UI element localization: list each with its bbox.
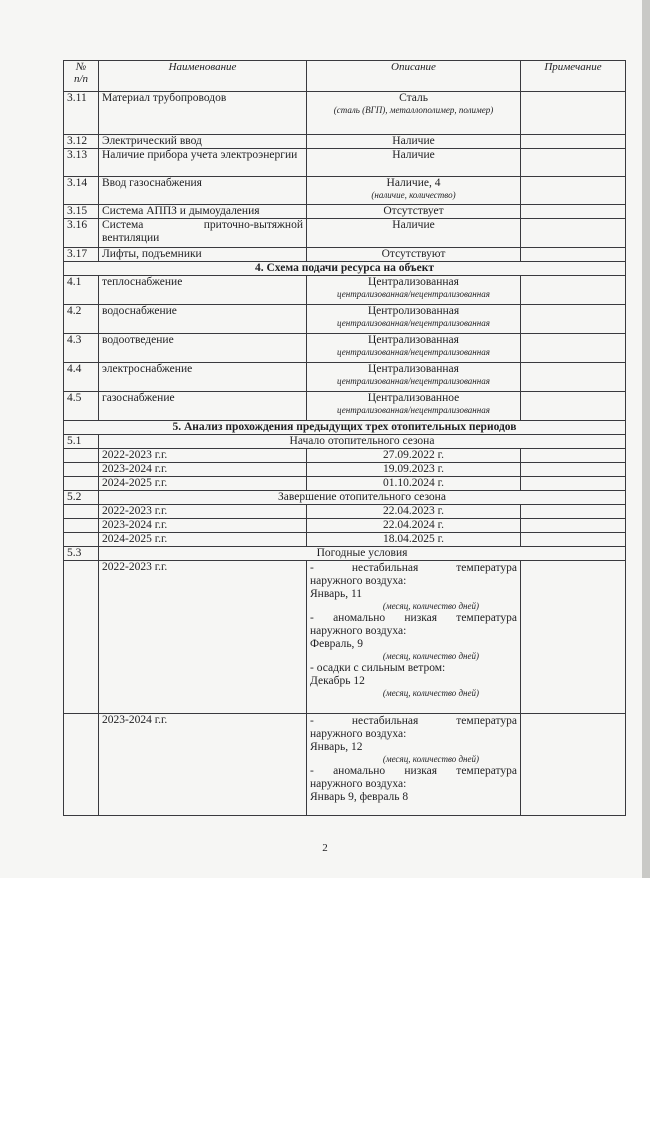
- table-row: [64, 248, 626, 262]
- row-num: 4.4: [64, 363, 99, 392]
- row-note: [521, 92, 626, 135]
- row-note: [521, 519, 626, 533]
- weather-line: - нестабильная температура: [310, 562, 517, 574]
- row-period: 2024-2025 г.г.: [99, 477, 307, 491]
- row-note: [521, 505, 626, 519]
- table-row: [64, 205, 626, 219]
- weather-value: Январь 9, февраль 8: [310, 791, 409, 803]
- row-value: Центролизованная: [367, 305, 460, 317]
- row-desc: [307, 334, 521, 363]
- table-row: [64, 305, 626, 334]
- row-num: [64, 714, 99, 816]
- weather-line: - аномально низкая температура: [310, 612, 517, 624]
- row-num: 5.3: [64, 547, 99, 561]
- weather-desc: [307, 714, 521, 816]
- row-num: [64, 477, 99, 491]
- header-desc: Описание: [307, 61, 521, 92]
- weather-line: наружного воздуха:: [310, 625, 407, 637]
- row-note: [521, 392, 626, 421]
- row-period: 2023-2024 г.г.: [99, 463, 307, 477]
- row-name: Материал трубопроводов: [99, 92, 307, 135]
- row-value: Наличие, 4: [386, 177, 441, 189]
- info-table: [63, 60, 626, 816]
- table-row: [64, 219, 626, 248]
- subsection-label: Начало отопительного сезона: [99, 435, 626, 449]
- weather-hint: (месяц, количество дней): [382, 754, 479, 764]
- page-number: 2: [322, 842, 328, 854]
- row-num: 3.12: [64, 135, 99, 149]
- row-date: 19.09.2023 г.: [307, 463, 521, 477]
- row-date: 22.04.2024 г.: [307, 519, 521, 533]
- row-num: 3.16: [64, 219, 99, 248]
- row-note: [521, 561, 626, 714]
- weather-value: Январь, 12: [310, 741, 363, 753]
- subsection-label: Завершение отопительного сезона: [99, 491, 626, 505]
- row-name: газоснабжение: [99, 392, 307, 421]
- row-value: Наличие: [307, 149, 521, 177]
- row-name: электроснабжение: [99, 363, 307, 392]
- row-desc: [307, 276, 521, 305]
- row-num: 4.5: [64, 392, 99, 421]
- subsection-row: [64, 491, 626, 505]
- row-num: [64, 449, 99, 463]
- row-note: [521, 714, 626, 816]
- row-date: 18.04.2025 г.: [307, 533, 521, 547]
- subsection-label: Погодные условия: [99, 547, 626, 561]
- section-5-header: [64, 421, 626, 435]
- row-name: Система приточно-вытяжной вентиляции: [99, 219, 307, 248]
- row-note: [521, 449, 626, 463]
- weather-hint: (месяц, количество дней): [382, 651, 479, 661]
- section-4-title: 4. Схема подачи ресурса на объект: [64, 262, 626, 276]
- row-num: 3.14: [64, 177, 99, 205]
- section-4-header: [64, 262, 626, 276]
- table-row: [64, 519, 626, 533]
- row-period: 2022-2023 г.г.: [99, 505, 307, 519]
- weather-hint: (месяц, количество дней): [382, 601, 479, 611]
- row-date: 01.10.2024 г.: [307, 477, 521, 491]
- table-row: [64, 92, 626, 135]
- row-date: 27.09.2022 г.: [307, 449, 521, 463]
- table-row: [64, 149, 626, 177]
- row-period: 2023-2024 г.г.: [99, 519, 307, 533]
- row-note: [521, 149, 626, 177]
- table-row: [64, 392, 626, 421]
- row-note: [521, 477, 626, 491]
- subsection-row: [64, 547, 626, 561]
- weather-line: наружного воздуха:: [310, 728, 407, 740]
- row-value: Наличие: [307, 219, 521, 248]
- weather-line: наружного воздуха:: [310, 778, 407, 790]
- row-note: [521, 135, 626, 149]
- row-value: Централизованная: [368, 334, 459, 346]
- row-period: 2023-2024 г.г.: [99, 714, 307, 816]
- weather-hint: (месяц, количество дней): [382, 688, 479, 698]
- page-edge-shadow: [642, 0, 650, 878]
- row-note: [521, 334, 626, 363]
- row-num: 3.11: [64, 92, 99, 135]
- row-name: теплоснабжение: [99, 276, 307, 305]
- row-num: 5.1: [64, 435, 99, 449]
- row-period: 2022-2023 г.г.: [99, 449, 307, 463]
- row-note: [521, 463, 626, 477]
- table-row: [64, 135, 626, 149]
- row-value: Централизованная: [368, 276, 459, 288]
- row-num: 4.2: [64, 305, 99, 334]
- row-num: 4.1: [64, 276, 99, 305]
- row-num: 5.2: [64, 491, 99, 505]
- row-desc: [307, 92, 521, 135]
- row-note: [521, 276, 626, 305]
- row-hint: (наличие, количество): [371, 190, 456, 200]
- row-value: Наличие: [307, 135, 521, 149]
- row-desc: [307, 392, 521, 421]
- row-name: Лифты, подъемники: [99, 248, 307, 262]
- row-hint: централизованная/нецентрализованная: [337, 347, 490, 357]
- row-hint: централизованная/нецентрализованная: [337, 405, 490, 415]
- header-name: Наименование: [99, 61, 307, 92]
- table-row: [64, 334, 626, 363]
- row-note: [521, 533, 626, 547]
- table-row: [64, 533, 626, 547]
- row-note: [521, 363, 626, 392]
- row-note: [521, 219, 626, 248]
- row-name: Система АППЗ и дымоудаления: [99, 205, 307, 219]
- weather-desc: [307, 561, 521, 714]
- weather-row: [64, 714, 626, 816]
- row-period: 2024-2025 г.г.: [99, 533, 307, 547]
- weather-row: [64, 561, 626, 714]
- row-hint: централизованная/нецентрализованная: [337, 376, 490, 386]
- row-note: [521, 205, 626, 219]
- weather-value: Декабрь 12: [310, 675, 365, 687]
- table-row: [64, 276, 626, 305]
- table-row: [64, 505, 626, 519]
- row-num: 3.17: [64, 248, 99, 262]
- row-hint: централизованная/нецентрализованная: [337, 289, 490, 299]
- table-row: [64, 177, 626, 205]
- row-desc: [307, 305, 521, 334]
- weather-value: Январь, 11: [310, 588, 363, 600]
- table-header-row: [64, 61, 626, 92]
- weather-line: - осадки с сильным ветром:: [310, 662, 446, 674]
- row-name: Наличие прибора учета электроэнергии: [99, 149, 307, 177]
- row-value: Сталь: [399, 92, 428, 104]
- row-num: [64, 519, 99, 533]
- row-name: Электрический ввод: [99, 135, 307, 149]
- row-hint: (сталь (ВГП), металлополимер, полимер): [333, 105, 494, 115]
- row-num: [64, 463, 99, 477]
- weather-line: наружного воздуха:: [310, 575, 407, 587]
- table-row: [64, 363, 626, 392]
- row-name: водоснабжение: [99, 305, 307, 334]
- row-value: Отсутствуют: [307, 248, 521, 262]
- row-note: [521, 177, 626, 205]
- section-5-title: 5. Анализ прохождения предыдущих трех отопительных периодов: [64, 421, 626, 435]
- header-num: № п/п: [64, 61, 99, 92]
- table-row: [64, 449, 626, 463]
- row-num: [64, 533, 99, 547]
- row-value: Централизованная: [368, 363, 459, 375]
- weather-line: - аномально низкая температура: [310, 765, 517, 777]
- row-hint: централизованная/нецентрализованная: [337, 318, 490, 328]
- weather-value: Февраль, 9: [310, 638, 364, 650]
- row-desc: [307, 177, 521, 205]
- row-name: Ввод газоснабжения: [99, 177, 307, 205]
- row-num: 3.13: [64, 149, 99, 177]
- table-row: [64, 477, 626, 491]
- row-name: водоотведение: [99, 334, 307, 363]
- row-desc: [307, 363, 521, 392]
- row-note: [521, 305, 626, 334]
- row-num: 3.15: [64, 205, 99, 219]
- row-date: 22.04.2023 г.: [307, 505, 521, 519]
- header-note: Примечание: [521, 61, 626, 92]
- subsection-row: [64, 435, 626, 449]
- row-value: Отсутствует: [307, 205, 521, 219]
- weather-line: - нестабильная температура: [310, 715, 517, 727]
- row-num: 4.3: [64, 334, 99, 363]
- row-num: [64, 561, 99, 714]
- row-period: 2022-2023 г.г.: [99, 561, 307, 714]
- row-note: [521, 248, 626, 262]
- row-num: [64, 505, 99, 519]
- row-value: Централизованное: [367, 392, 460, 404]
- table-row: [64, 463, 626, 477]
